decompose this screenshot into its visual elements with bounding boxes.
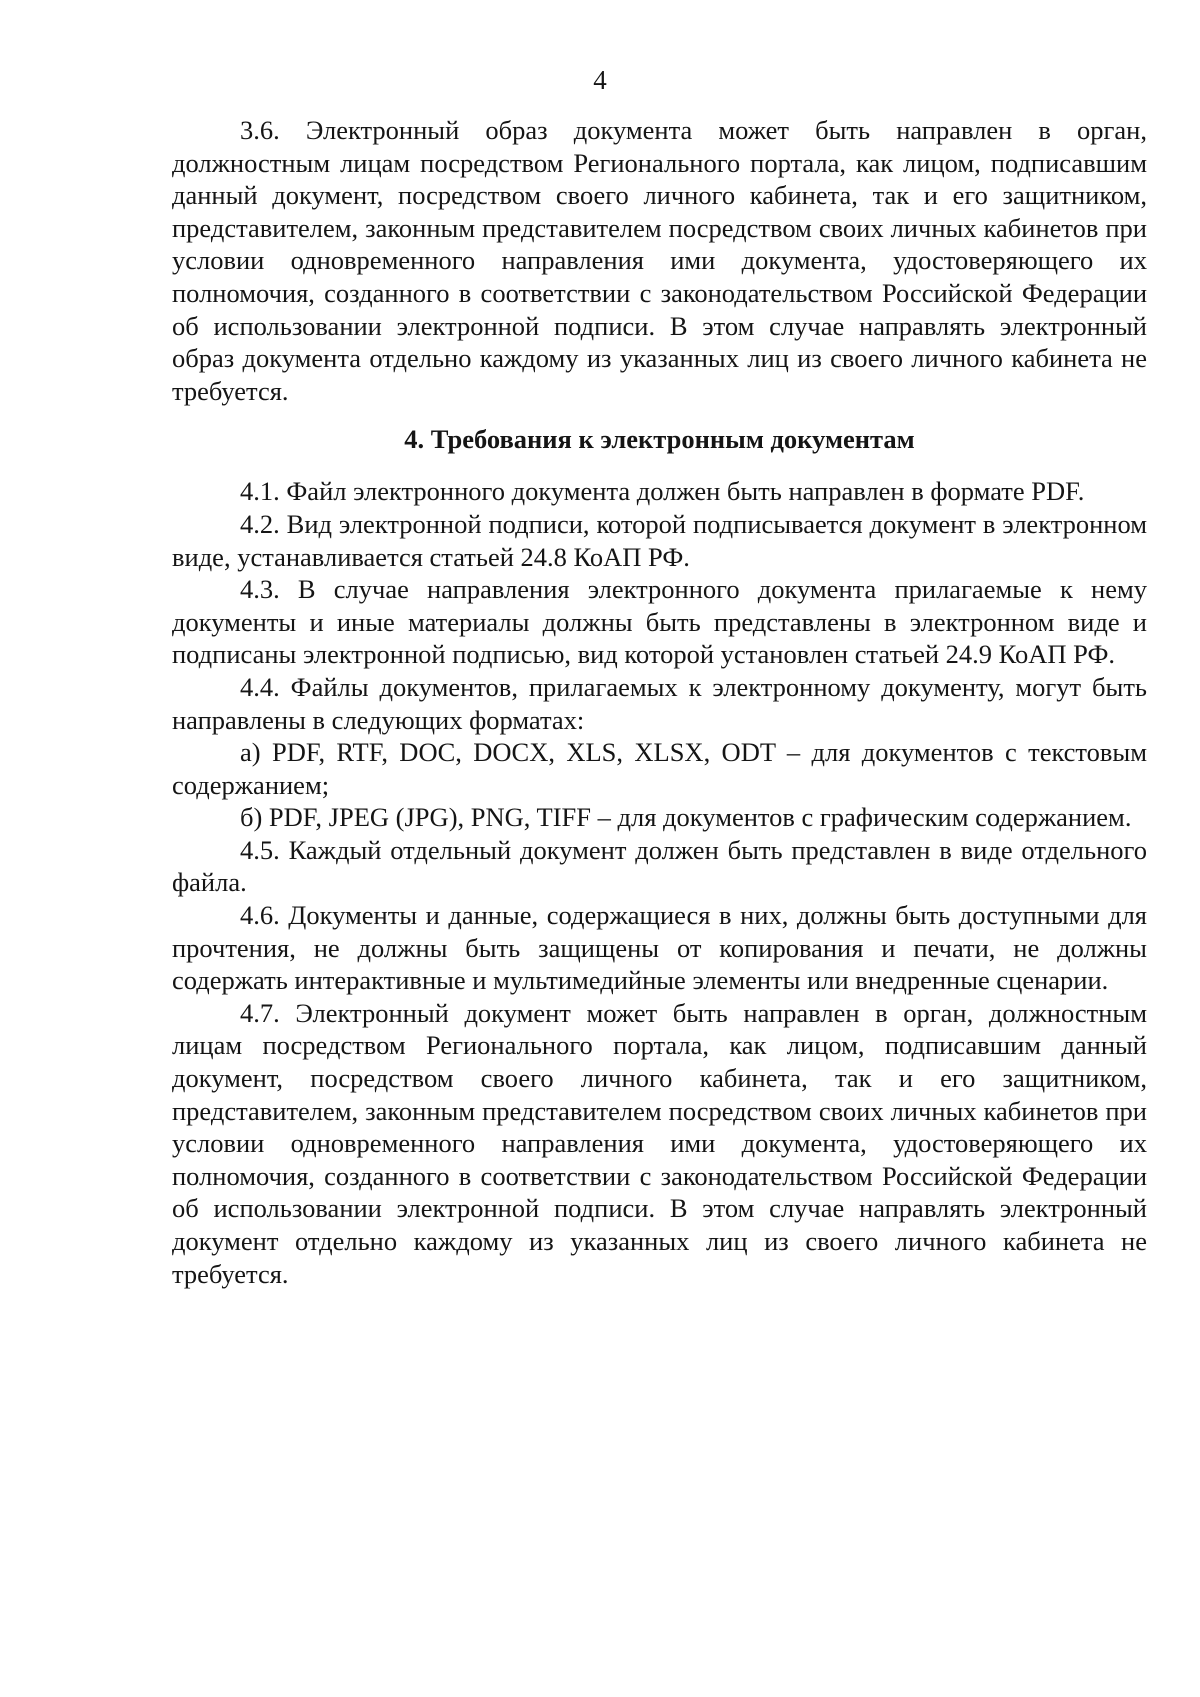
paragraph-4-4-a: а) PDF, RTF, DOC, DOCX, XLS, XLSX, ODT – для документов с текстовым содержанием; — [172, 737, 1147, 800]
paragraph-4-2: 4.2. Вид электронной подписи, которой подписывается документ в электронном виде, устанавливается статьей 24.8 КоАП РФ. — [172, 508, 1147, 572]
paragraph-4-5: 4.5. Каждый отдельный документ должен быть представлен в виде отдельного файла. — [172, 834, 1147, 898]
page-number: 4 — [593, 65, 607, 95]
paragraph-4-6: 4.6. Документы и данные, содержащиеся в них, должны быть доступными для прочтения, не должны быть защищены от копирования и печати, не должны содержать интерактивные и мультимедийные элементы или внедренные сценарии. — [172, 900, 1147, 996]
paragraph-4-4: 4.4. Файлы документов, прилагаемых к электронному документу, могут быть направлены в следующих форматах: — [172, 671, 1147, 735]
paragraph-3-6: 3.6. Электронный образ документа может быть направлен в орган, должностным лицам посредством Регионального портала, как лицом, подписавшим данный документ, посредством своего личного кабинета, так и его защитником, представителем, законным представителем посредством своих личных кабинетов при условии одновременного направления ими документа, удостоверяющего их полномочия, созданного в соответствии с законодательством Российской Федерации об использовании электронной подписи. В этом случае направлять электронный образ документа отдельно каждому из указанных лиц из своего личного кабинета не требуется. — [172, 115, 1147, 406]
paragraph-4-3: 4.3. В случае направления электронного документа прилагаемые к нему документы и иные материалы должны быть представлены в электронном виде и подписаны электронной подписью, вид которой установлен статьей 24.9 КоАП РФ. — [172, 574, 1147, 670]
section-heading-4: 4. Требования к электронным документам — [404, 424, 915, 455]
paragraph-4-1: 4.1. Файл электронного документа должен быть направлен в формате PDF. — [240, 476, 1085, 507]
paragraph-4-7: 4.7. Электронный документ может быть направлен в орган, должностным лицам посредством Регионального портала, как лицом, подписавшим данный документ, посредством своего личного кабинета, так и его защитником, представителем, законным представителем посредством своих личных кабинетов при условии одновременного направления ими документа, удостоверяющего их полномочия, созданного в соответствии с законодательством Российской Федерации об использовании электронной подписи. В этом случае направлять электронный документ отдельно каждому из указанных лиц из своего личного кабинета не требуется. — [172, 997, 1147, 1289]
paragraph-4-4-b: б) PDF, JPEG (JPG), PNG, TIFF – для документов с графическим содержанием. — [240, 802, 1132, 833]
document-body — [172, 114, 1147, 1290]
